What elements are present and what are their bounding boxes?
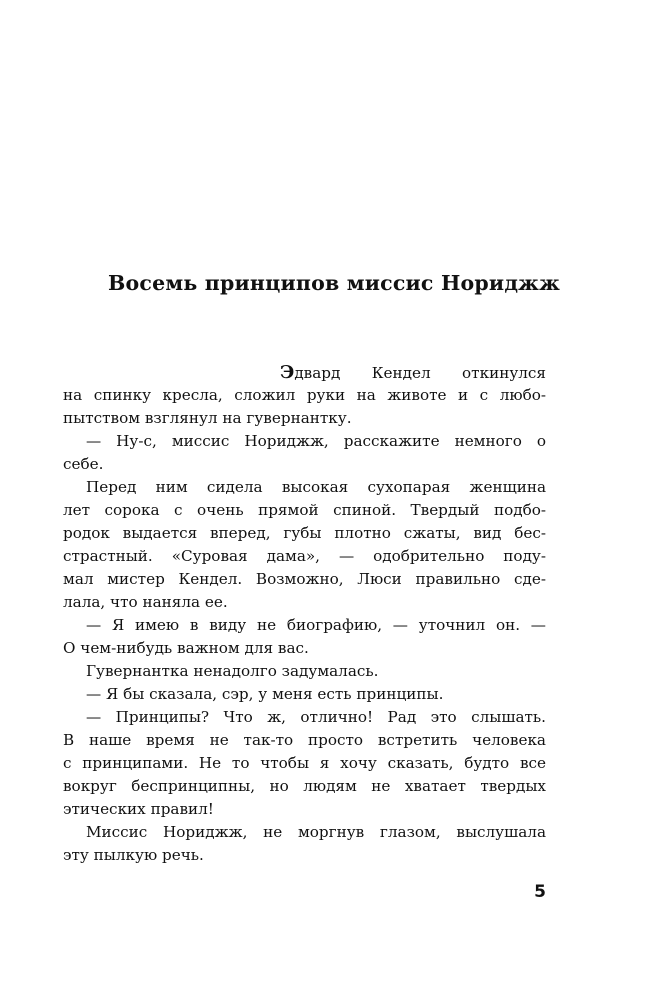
text-line: эту пылкую речь.	[63, 846, 204, 864]
text-line: себе.	[63, 455, 104, 473]
page-number: 5	[534, 882, 546, 902]
text-line: страстный. «Суровая дама», — одобрительно поду-	[63, 547, 546, 565]
text-line: лала, что наняла ее.	[63, 593, 228, 611]
drop-cap: Э	[280, 362, 295, 383]
text-line: этических правил!	[63, 800, 214, 818]
text-line: Гувернантка ненадолго задумалась.	[86, 662, 379, 680]
text-line: на спинку кресла, сложил руки на животе и с любо-	[63, 386, 546, 404]
text-line: лет сорока с очень прямой спиной. Твердый подбо-	[63, 501, 546, 519]
text-line: Миссис Нориджж, не моргнув глазом, выслушала	[86, 823, 546, 841]
text-line: — Я бы сказала, сэр, у меня есть принципы.	[86, 685, 444, 703]
text-line: мал мистер Кендел. Возможно, Люси правильно сде-	[63, 570, 546, 588]
text-line: Перед ним сидела высокая сухопарая женщина	[86, 478, 546, 496]
text-line: пытством взглянул на гувернантку.	[63, 409, 352, 427]
text-line: с принципами. Не то чтобы я хочу сказать, будто все	[63, 754, 546, 772]
text-line: Эдвард Кендел откинулся	[280, 362, 546, 383]
text-line: О чем-нибудь важном для вас.	[63, 639, 309, 657]
text-line: — Ну-с, миссис Нориджж, расскажите немного о	[86, 432, 546, 450]
text-line: — Принципы? Что ж, отлично! Рад это слышать.	[86, 708, 546, 726]
text-line: — Я имею в виду не биографию, — уточнил он. —	[86, 616, 546, 634]
text-line: В наше время не так-то просто встретить человека	[63, 731, 546, 749]
text-line: вокруг беспринципны, но людям не хватает твердых	[63, 777, 546, 795]
chapter-title: Восемь принципов миссис Нориджж	[108, 271, 560, 295]
text-line: родок выдается вперед, губы плотно сжаты, вид бес-	[63, 524, 546, 542]
